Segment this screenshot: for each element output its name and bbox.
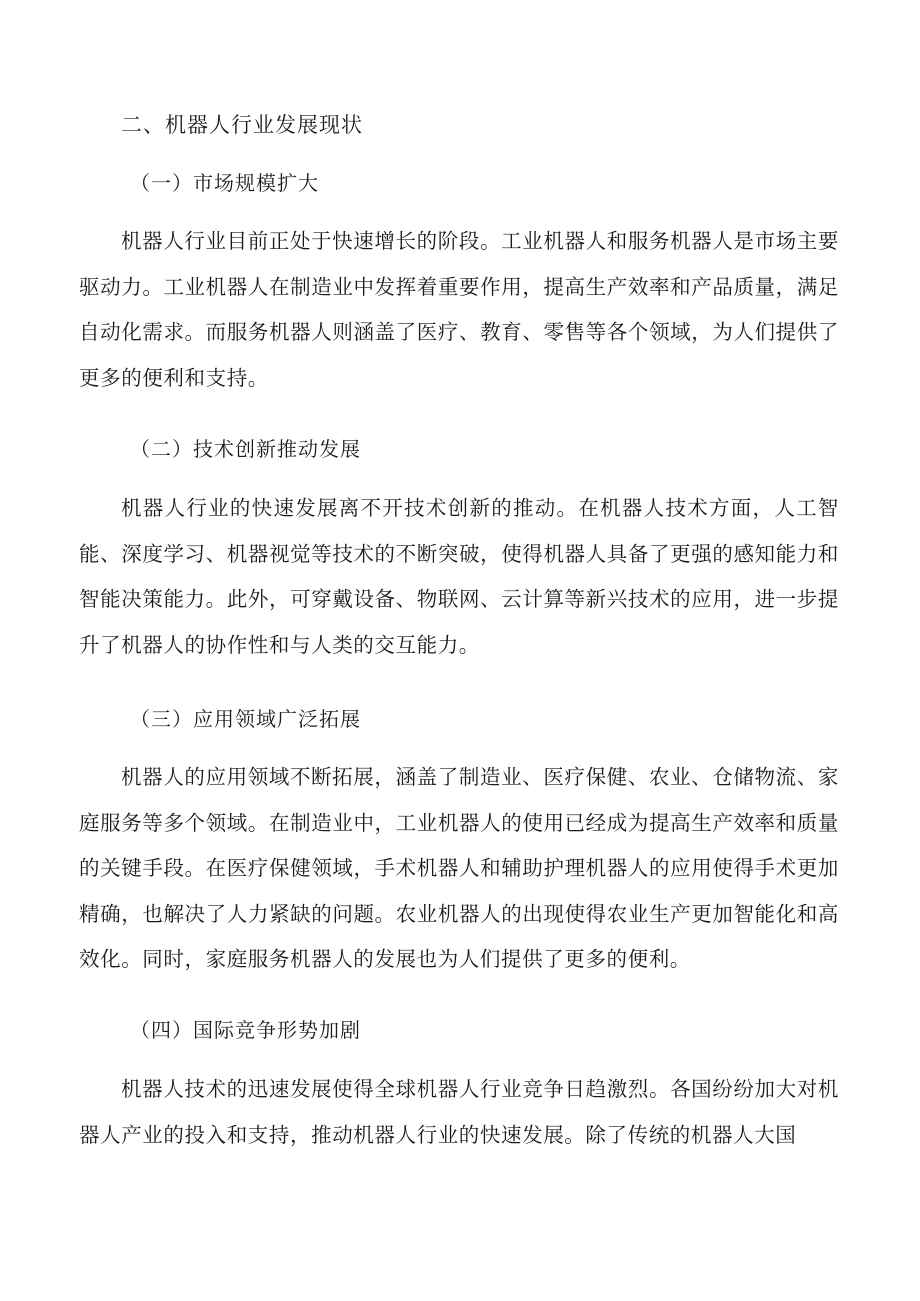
- paragraph-application-fields: 机器人的应用领域不断拓展，涵盖了制造业、医疗保健、农业、仓储物流、家庭服务等多个领域。在制造业中，工业机器人的使用已经成为提高生产效率和质量的关键手段。在医疗保健领域，手术机器人和辅助护理机器人的应用使得手术更加精确，也解决了人力紧缺的问题。农业机器人的出现使得农业生产更加智能化和高效化。同时，家庭服务机器人的发展也为人们提供了更多的便利。: [79, 765, 839, 971]
- paragraph-market-scale: 机器人行业目前正处于快速增长的阶段。工业机器人和服务机器人是市场主要驱动力。工业机器人在制造业中发挥着重要作用，提高生产效率和产品质量，满足自动化需求。而服务机器人则涵盖了医疗、教育、零售等各个领域，为人们提供了更多的便利和支持。: [79, 229, 839, 390]
- subsection-heading-market-scale: （一）市场规模扩大: [130, 171, 319, 195]
- section-title: 二、机器人行业发展现状: [121, 113, 363, 137]
- paragraph-international-competition: 机器人技术的迅速发展使得全球机器人行业竞争日趋激烈。各国纷纷加大对机器人产业的投入和支持，推动机器人行业的快速发展。除了传统的机器人大国: [79, 1077, 839, 1147]
- subsection-heading-application-fields: （三）应用领域广泛拓展: [130, 707, 361, 731]
- subsection-heading-international-competition: （四）国际竞争形势加剧: [130, 1018, 361, 1042]
- subsection-heading-tech-innovation: （二）技术创新推动发展: [130, 437, 361, 461]
- paragraph-tech-innovation: 机器人行业的快速发展离不开技术创新的推动。在机器人技术方面，人工智能、深度学习、机器视觉等技术的不断突破，使得机器人具备了更强的感知能力和智能决策能力。此外，可穿戴设备、物联网、云计算等新兴技术的应用，进一步提升了机器人的协作性和与人类的交互能力。: [79, 496, 839, 657]
